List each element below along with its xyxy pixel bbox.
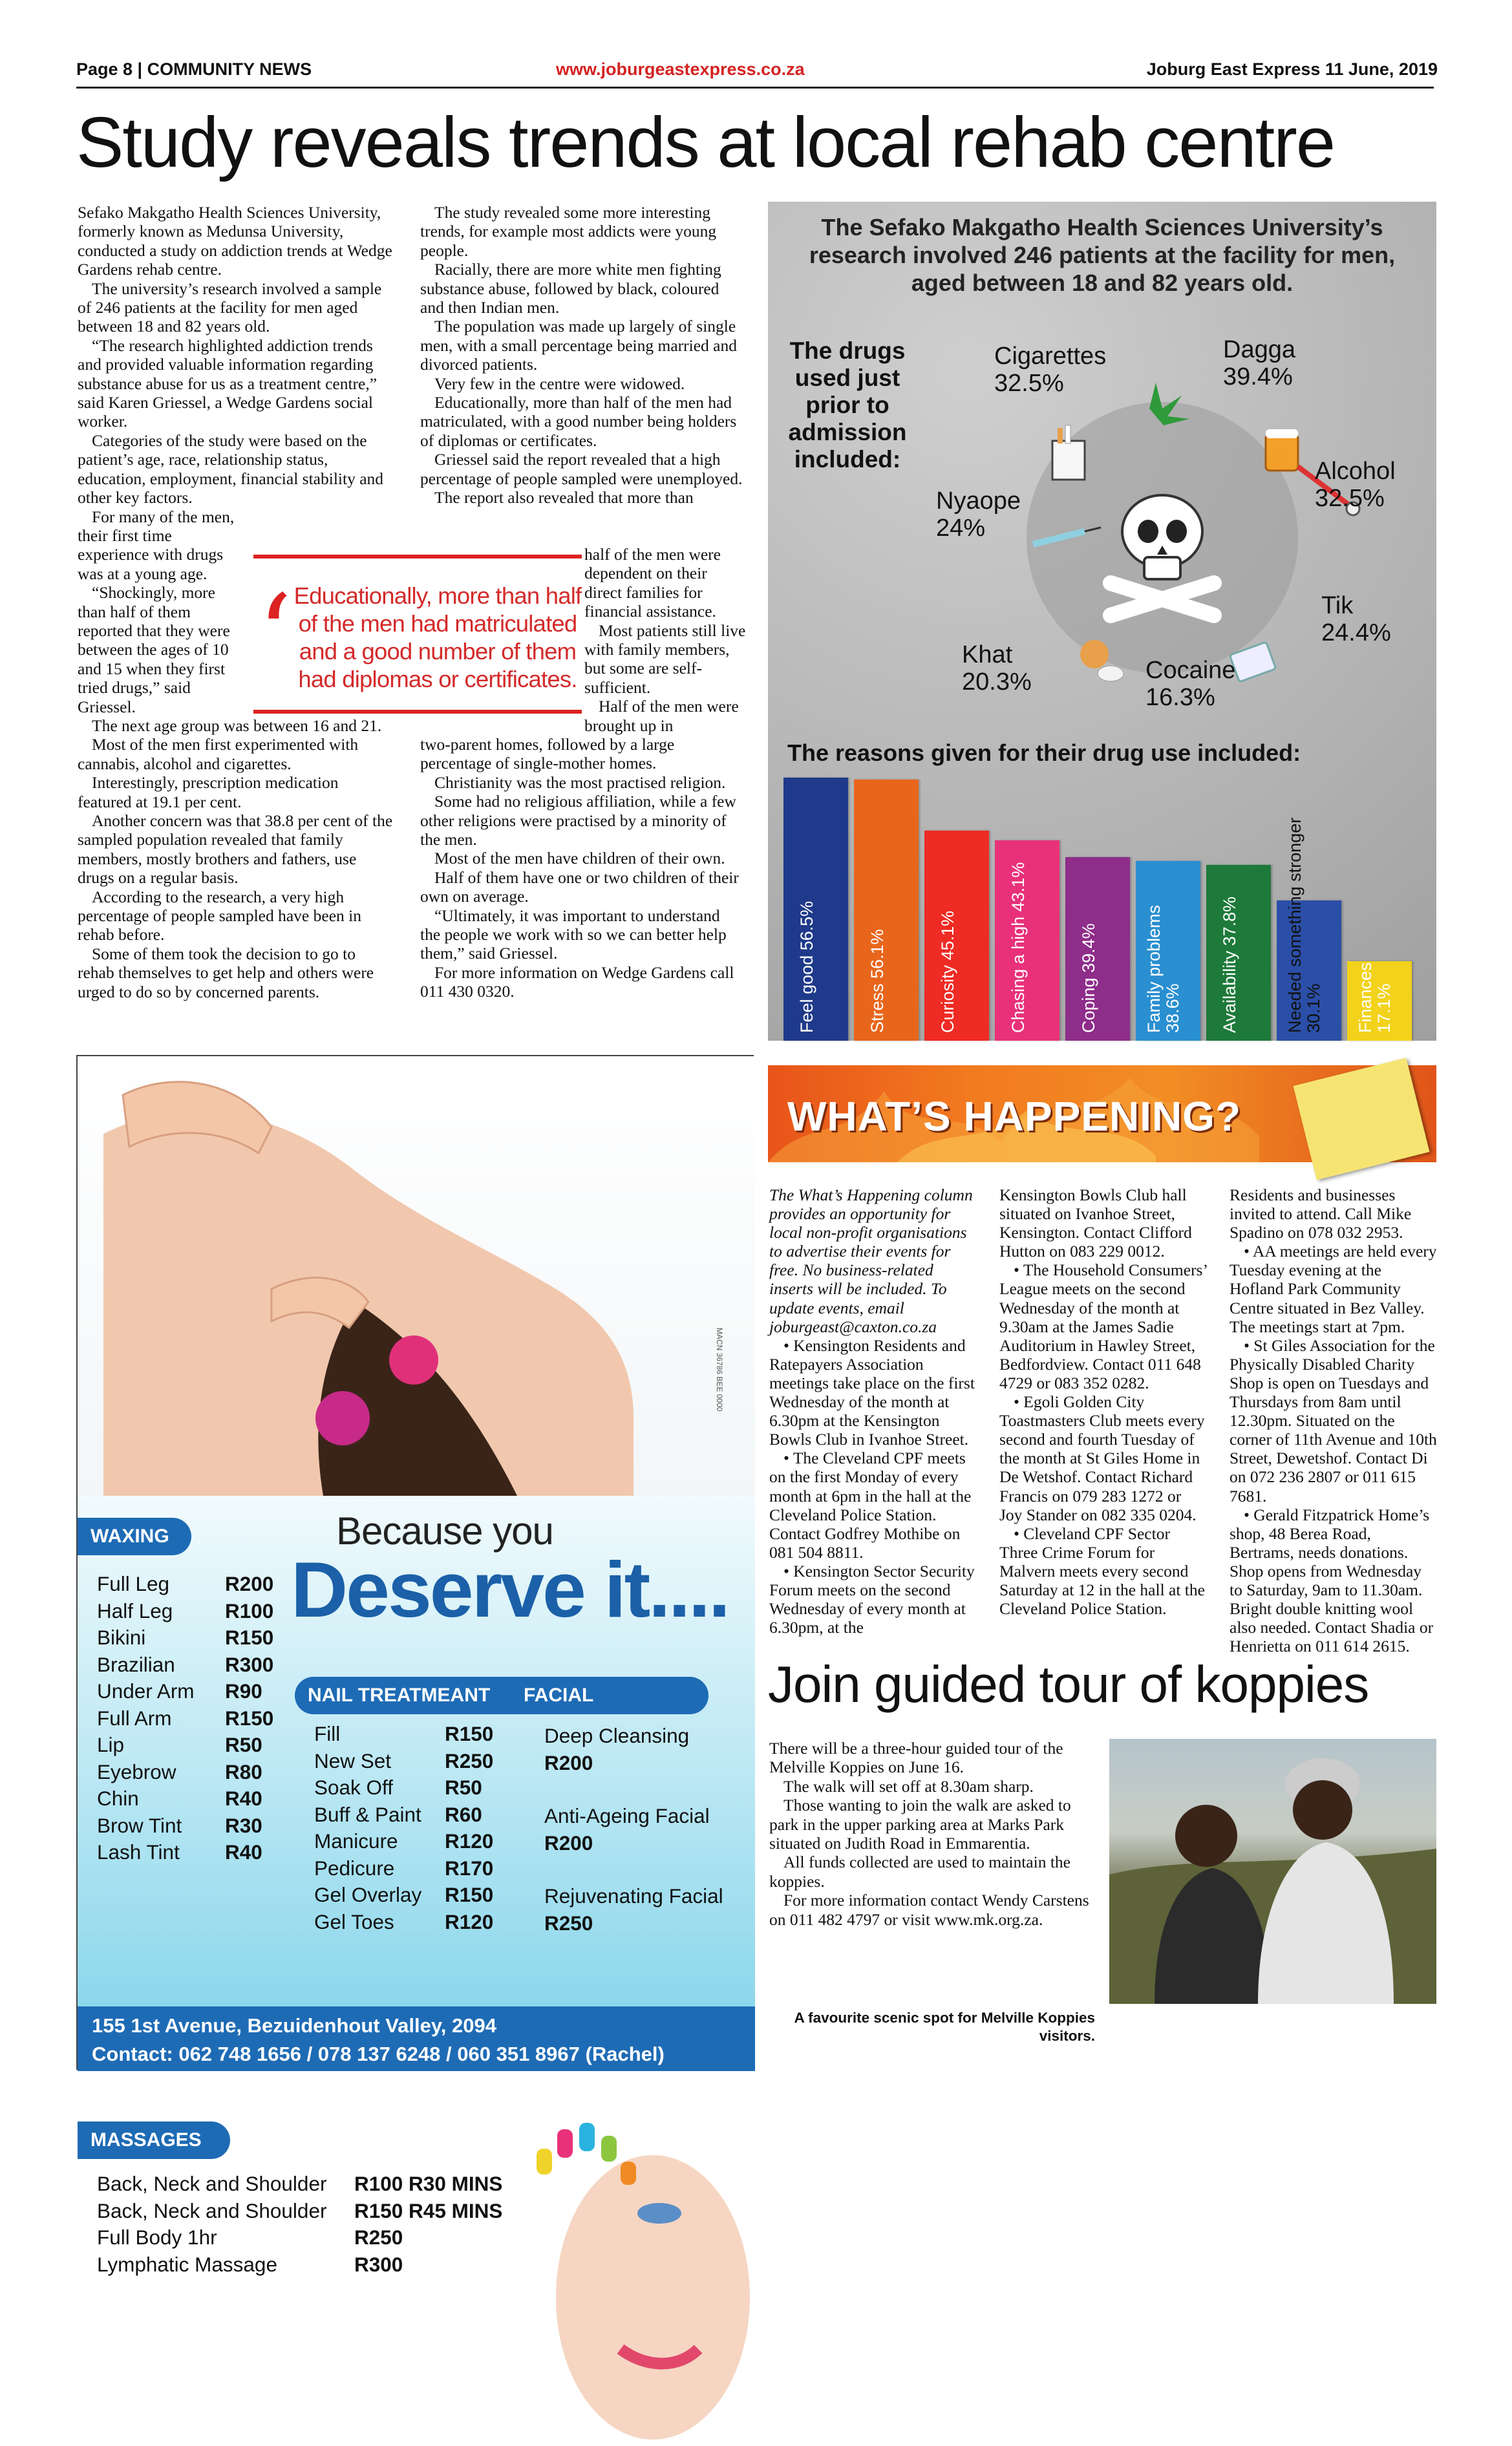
tour-paragraph: There will be a three-hour guided tour of the Melville Koppies on June 16. (769, 1739, 1063, 1777)
nail-item (314, 1856, 494, 1880)
drug-name: Alcohol (1315, 458, 1396, 485)
drug-name: Cocaine (1145, 657, 1236, 684)
facial-item-price: R250 (544, 1911, 593, 1935)
bar-category-label: Feel good (797, 950, 816, 1033)
waxing-item-name: Lash Tint (97, 1840, 180, 1864)
facial-item (544, 1802, 710, 1856)
event-item: • Kensington Residents and Ratepayers Association meetings take place on the first Wednesday of the month at 6.30pm at the Kensington Bowls Club in Ivanhoe Street. (769, 1335, 975, 1449)
bar-label (1356, 962, 1394, 1033)
event-item: Residents and businesses invited to attend. Call Mike Spadino on 078 032 2953. (1230, 1186, 1412, 1242)
drugs-label: The drugs used just prior to admission included: (788, 337, 907, 473)
article-paragraph: The university’s research involved a sample of 246 patients at the facility for men aged between 18 and 82 years old. (78, 279, 382, 336)
nail-item (314, 1776, 482, 1800)
bar-category-label: Chasing a high (1008, 911, 1028, 1033)
tour-paragraph: All funds collected are used to maintain the koppies. (769, 1853, 1070, 1891)
article-column-2-right (584, 545, 746, 735)
nail-item-price: R120 (445, 1909, 494, 1933)
article-paragraph: Christianity was the most practised religion. (434, 772, 726, 792)
massage-item-name: Back, Neck and Shoulder (97, 2198, 327, 2222)
whats-happening-column-3 (1230, 1186, 1438, 1655)
waxing-item (97, 1652, 274, 1677)
tour-article (769, 1739, 1092, 1929)
article-paragraph: Most of the men first experimented with cannabis, alcohol and cigarettes. (78, 735, 359, 773)
waxing-item-name: Eyebrow (97, 1760, 176, 1783)
article-paragraph: For many of the men, their first time experience with drugs was at a young age. (78, 507, 235, 583)
event-item: • Gerald Fitzpatrick Home’s shop, 48 Berea Road, Bertrams, needs donations. Shop opens from Wednesday to Saturday, 9am to 11.30am. Bright double knitting wool also needed. Contact Shadia or Henrietta on 011 614 2615. (1230, 1505, 1434, 1656)
waxing-item (97, 1840, 262, 1864)
drug-value: 24% (936, 515, 986, 542)
pull-quote-rule-top (253, 555, 582, 558)
eye-icon (637, 2203, 681, 2224)
nail-item (314, 1829, 494, 1853)
waxing-item-price: R100 (225, 1599, 274, 1622)
event-item: • AA meetings are held every Tuesday evening at the Hofland Park Community Centre situated in Bez Valley. The meetings start at 7pm. (1230, 1242, 1437, 1336)
nail-item-name: Soak Off (314, 1776, 393, 1799)
bar-label (1286, 818, 1323, 1033)
article-paragraph: two-parent homes, followed by a large percentage of single-mother homes. (420, 735, 675, 773)
event-item: • Cleveland CPF Sector Three Crime Forum for Malvern meets every second Saturday at 12 in the hall at the Cleveland Police Station. (999, 1524, 1205, 1619)
facial-item-name: Rejuvenating Facial (544, 1884, 723, 1908)
quote-mark-icon: ‘ (257, 571, 293, 699)
bar-label (1145, 905, 1182, 1033)
massage-heading: MASSAGES (78, 2122, 230, 2159)
event-item: • The Household Consumers’ League meets on the second Wednesday of the month at 9.30am at the James Sadie Auditorium in Hawley Street, Bedfordview. Contact 011 648 4729 or 083 352 0282. (999, 1260, 1208, 1392)
tour-paragraph: For more information contact Wendy Carstens on 011 482 4797 or visit www.mk.org.za. (769, 1891, 1089, 1929)
article-paragraph: Interestingly, prescription medication featured at 19.1 per cent. (78, 773, 339, 811)
reasons-bar-chart (768, 202, 1436, 1041)
bar-value-label: 38.6% (1163, 983, 1182, 1033)
event-item: • The Cleveland CPF meets on the first Monday of every month at 6pm in the hall at the Cleveland Police Station. Contact Godfrey Mothibe on 081 504 8811. (769, 1449, 972, 1562)
article-paragraph: Most of the men have children of their own. (434, 849, 725, 868)
bar-label (798, 901, 816, 1033)
waxing-item-name: Full Leg (97, 1572, 170, 1595)
article-paragraph: “Shockingly, more than half of them reported that they were between the ages of 10 and 15 when they first tried drugs,” said Griessel. (78, 583, 230, 716)
article-paragraph: Educationally, more than half of the men had matriculated, with a good number being holders of diplomas or certificates. (420, 393, 737, 450)
article-paragraph: Sefako Makgatho Health Sciences University, formerly known as Medunsa University, conducted a study on addiction trends at Wedge Gardens rehab centre. (78, 203, 392, 279)
page-label: Page 8 | COMMUNITY NEWS (76, 59, 312, 79)
waxing-item-price: R300 (225, 1652, 274, 1676)
ad-credit: MACN 36786 BEE 0000 (715, 1328, 724, 1412)
ad-contact: Contact: 062 748 1656 / 078 137 6248 / 060 351 8967 (Rachel) (92, 2043, 665, 2065)
waxing-item (97, 1733, 262, 1757)
nail-item-name: Manicure (314, 1829, 398, 1853)
woman-face-shape (556, 2155, 750, 2440)
nail-item-name: New Set (314, 1749, 392, 1772)
bar-value-label: 30.1% (1304, 983, 1323, 1033)
tour-photo (1109, 1739, 1436, 2004)
drug-value: 39.4% (1223, 363, 1293, 390)
article-paragraph: For more information on Wedge Gardens call 011 430 0320. (420, 962, 734, 1001)
drug-value: 24.4% (1321, 619, 1391, 646)
salon-advert (76, 1055, 754, 2276)
bar-label (868, 929, 887, 1033)
whats-happening-title: WHAT’S HAPPENING? (787, 1093, 1242, 1140)
waxing-item-price: R200 (225, 1572, 274, 1595)
bar-value-label: 39.4% (1079, 923, 1098, 973)
whats-happening-column-1 (769, 1186, 977, 1637)
tour-paragraph: Those wanting to join the walk are asked to park in the upper parking area at Marks Park situated on Judith Road in Emmarentia. (769, 1796, 1071, 1853)
waxing-heading: WAXING (78, 1518, 191, 1555)
flower-icon (315, 1391, 370, 1445)
header-rule (76, 87, 1434, 89)
waxing-item-price: R40 (225, 1840, 262, 1864)
article-paragraph: half of the men were dependent on their direct families for financial assistance. (584, 545, 721, 621)
event-item: The What’s Happening column provides an opportunity for local non-profit organisations to advertise their events for free. No business-related inserts will be included. To update events, email joburgeast@caxton.co.za (769, 1186, 973, 1336)
nail-item (314, 1802, 482, 1827)
bar-category-label: Coping (1079, 972, 1098, 1033)
waxing-item-price: R90 (225, 1679, 262, 1703)
massage-item-price: R150 R45 MINS (354, 2198, 503, 2222)
facial-heading: FACIAL (524, 1685, 594, 1706)
drug-name: Tik (1321, 592, 1354, 619)
website-link[interactable]: www.joburgeastexpress.co.za (556, 59, 805, 79)
facial-item (544, 1722, 689, 1776)
article-paragraph: Griessel said the report revealed that a high percentage of people sampled were unemployed. (420, 450, 743, 488)
nail-item (314, 1883, 494, 1907)
pull-quote-text: Educationally, more than half of the men had matriculated and a good number of them had diplomas or certificates. (293, 582, 582, 692)
waxing-item-name: Brazilian (97, 1652, 175, 1676)
article-paragraph: “The research highlighted addiction trends and provided valuable information regarding substance abuse for us as a treatment centre,” said Karen Griessel, a Wedge Gardens social worker. (78, 335, 378, 431)
whats-happening-banner (768, 1065, 1436, 1162)
bar-label (1220, 897, 1239, 1033)
nail-item-price: R60 (445, 1802, 482, 1826)
facial-item (544, 1882, 723, 1937)
nail-item-price: R150 (445, 1722, 494, 1745)
massage-item-name: Full Body 1hr (97, 2226, 217, 2249)
bar-value-label: 17.1% (1374, 983, 1394, 1033)
whats-happening-column-2 (999, 1186, 1208, 1618)
article-paragraph: Racially, there are more white men fighting substance abuse, followed by black, coloured and then Indian men. (420, 260, 721, 317)
facial-item-name: Deep Cleansing (544, 1724, 690, 1747)
nail-item-price: R170 (445, 1856, 494, 1880)
article-paragraph: Half of the men were brought up in (584, 697, 739, 735)
waxing-item-name: Chin (97, 1787, 139, 1810)
article-paragraph: According to the research, a very high percentage of people sampled have been in rehab before. (78, 887, 361, 944)
waxing-item-price: R40 (225, 1787, 262, 1810)
nail-item (314, 1909, 494, 1934)
infographic (768, 202, 1436, 1041)
hikers-illustration (1109, 1739, 1436, 2004)
massage-item-name: Lymphatic Massage (97, 2252, 277, 2276)
bar-category-label: Availability (1220, 946, 1239, 1033)
nail-item-name: Pedicure (314, 1856, 395, 1880)
bar-value-label: 45.1% (938, 910, 957, 961)
event-item: • Egoli Golden City Toastmasters Club meets every second and fourth Tuesday of the month at St Giles Home in De Wetshof. Contact Richard Francis on 079 283 1272 or Joy Stander on 082 335 0204. (999, 1392, 1205, 1524)
painted-nails-icon (537, 2123, 636, 2185)
ad-tagline: Because you (336, 1509, 553, 1553)
pull-quote-rule-bottom (253, 710, 582, 714)
article-paragraph: Another concern was that 38.8 per cent of the sampled population revealed that family members, mostly brothers and fathers, use drugs on a regular basis. (78, 811, 393, 888)
reasons-label: The reasons given for their drug use included: (787, 739, 1301, 766)
nail-item-price: R250 (445, 1749, 494, 1772)
event-item: • Kensington Sector Security Forum meets on the second Wednesday of every month at 6.30pm, at the (769, 1561, 975, 1637)
waxing-item-name: Bikini (97, 1626, 146, 1649)
bar-value-label: 43.1% (1008, 862, 1028, 912)
ad-photo-massage (78, 1056, 755, 1496)
infographic-title: The Sefako Makgatho Health Sciences University’s research involved 246 patients at the facility for men, aged between 18 and 82 years old. (809, 214, 1396, 296)
massage-item-price: R250 (354, 2226, 403, 2249)
massage-item (97, 2226, 403, 2249)
bar-category-label: Curiosity (938, 960, 957, 1033)
waxing-item-price: R50 (225, 1733, 262, 1756)
massage-item (97, 2252, 403, 2277)
nail-item-name: Buff & Paint (314, 1802, 421, 1826)
article-paragraph: The population was made up largely of single men, with a small percentage being married and divorced patients. (420, 317, 737, 374)
waxing-item (97, 1706, 274, 1730)
nail-item-price: R50 (445, 1776, 482, 1799)
bar-category-label: Finances (1356, 962, 1375, 1033)
bar-label (939, 911, 957, 1033)
ad-headline: Deserve it.... (291, 1546, 729, 1633)
massage-item (97, 2198, 503, 2223)
waxing-item (97, 1572, 274, 1596)
article-paragraph: Categories of the study were based on the patient’s age, race, relationship status, education, employment, financial stability and other key factors. (78, 431, 384, 507)
woman-nails-illustration (524, 2103, 755, 2446)
bar-value-label: 56.1% (868, 929, 887, 979)
event-item: Kensington Bowls Club hall situated on Ivanhoe Street, Kensington. Contact Clifford Hutton on 083 229 0012. (999, 1186, 1192, 1261)
massage-item-name: Back, Neck and Shoulder (97, 2172, 327, 2195)
waxing-item (97, 1813, 262, 1838)
article-paragraph: Very few in the centre were widowed. (434, 374, 685, 393)
nail-item-name: Gel Overlay (314, 1883, 422, 1906)
waxing-item-price: R150 (225, 1626, 274, 1649)
waxing-item-price: R30 (225, 1813, 262, 1837)
article-paragraph: “Ultimately, it was important to understand the people we work with so we can better help them,” said Griessel. (420, 906, 727, 963)
bar-label (1009, 862, 1028, 1033)
bar-value-label: 37.8% (1220, 896, 1239, 946)
nail-item (314, 1749, 494, 1773)
masthead-date: Joburg East Express 11 June, 2019 (1146, 59, 1438, 79)
drug-name: Nyaope (936, 487, 1021, 515)
ad-address: 155 1st Avenue, Bezuidenhout Valley, 2094 (92, 2014, 496, 2037)
bar-category-label: Family problems (1144, 904, 1164, 1033)
bar-category-label: Needed something stronger (1285, 817, 1304, 1033)
drug-name: Cigarettes (994, 343, 1107, 370)
drug-value: 32.5% (994, 370, 1064, 397)
article-headline: Study reveals trends at local rehab centre (76, 103, 1335, 182)
nail-item-price: R120 (445, 1829, 494, 1853)
article-paragraph: Some had no religious affiliation, while a few other religions were practised by a minority of the men. (420, 792, 736, 849)
massage-item-price: R300 (354, 2252, 403, 2276)
facial-item-price: R200 (544, 1831, 593, 1855)
facial-item-name: Anti-Ageing Facial (544, 1804, 710, 1827)
waxing-item-name: Full Arm (97, 1706, 172, 1730)
drug-name: Khat (962, 641, 1013, 668)
article-paragraph: Some of them took the decision to go to rehab themselves to get help and others were urged to do so by concerned parents. (78, 944, 374, 1001)
massage-item-price: R100 R30 MINS (354, 2172, 503, 2195)
waxing-item (97, 1626, 274, 1650)
article-paragraph: The next age group was between 16 and 21. (92, 716, 382, 735)
tour-paragraph: The walk will set off at 8.30am sharp. (783, 1776, 1034, 1796)
waxing-item-name: Brow Tint (97, 1813, 182, 1837)
massage-woman-illustration (78, 1056, 755, 1496)
drug-value: 20.3% (962, 668, 1032, 696)
nail-heading: NAIL TREATMEANT (308, 1685, 491, 1706)
tour-headline: Join guided tour of koppies (768, 1655, 1369, 1713)
waxing-item (97, 1760, 262, 1784)
waxing-item (97, 1679, 262, 1703)
facial-item-price: R200 (544, 1751, 593, 1774)
nail-item-name: Gel Toes (314, 1909, 394, 1933)
bar-label (1080, 923, 1098, 1033)
waxing-item-name: Under Arm (97, 1679, 195, 1703)
waxing-item-name: Half Leg (97, 1599, 173, 1622)
waxing-item-name: Lip (97, 1733, 125, 1756)
waxing-item (97, 1599, 274, 1623)
ad-footer (78, 2006, 755, 2071)
article-paragraph: Half of them have one or two children of their own on average. (420, 867, 739, 906)
article-paragraph: The report also revealed that more than (434, 488, 694, 507)
ad-price-list (78, 1496, 755, 2276)
article-paragraph: Most patients still live with family members, but some are self-sufficient. (584, 621, 746, 697)
article-column-2-top (420, 203, 743, 507)
waxing-item-price: R80 (225, 1760, 262, 1783)
massage-item (97, 2172, 503, 2196)
flower-icon (389, 1335, 438, 1385)
drug-value: 32.5% (1315, 485, 1385, 512)
article-column-2-bottom (420, 735, 743, 1001)
bar-category-label: Stress (868, 978, 887, 1033)
pull-quote (253, 555, 582, 719)
waxing-item (97, 1787, 262, 1811)
nail-facial-heading (295, 1677, 708, 1714)
nail-item-name: Fill (314, 1722, 341, 1745)
drug-name: Dagga (1223, 336, 1295, 363)
drug-value: 16.3% (1145, 684, 1215, 711)
nail-item-price: R150 (445, 1883, 494, 1906)
event-item: • St Giles Association for the Physically Disabled Charity Shop is open on Tuesdays and Thursdays from 8am until 12.30pm. Situated on the corner of 11th Avenue and 10th Street, Dewetshof. Contact Di on 072 236 2807 or 011 615 7681. (1230, 1335, 1437, 1505)
article-paragraph: The study revealed some more interesting trends, for example most addicts were young people. (420, 203, 717, 260)
nail-item (314, 1722, 494, 1746)
bar-value-label: 56.5% (797, 900, 816, 951)
photo-caption: A favourite scenic spot for Melville Koppies visitors. (794, 2010, 1095, 2044)
waxing-item-price: R150 (225, 1706, 274, 1730)
